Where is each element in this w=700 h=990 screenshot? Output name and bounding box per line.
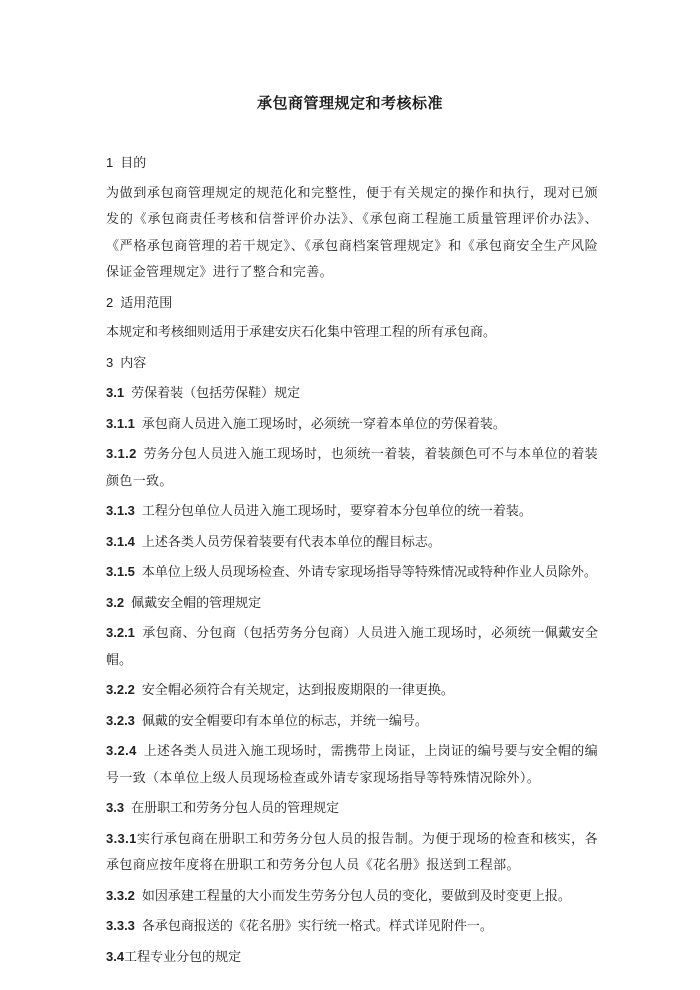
- subsection-heading: [106, 590, 598, 618]
- section-title: 内容: [120, 355, 147, 371]
- clause-text: 承包商人员进入施工现场时，必须统一穿着本单位的劳保着装。: [141, 416, 506, 432]
- clause-number: 3.3.3: [106, 918, 135, 933]
- clause: [106, 913, 598, 941]
- section-heading: [106, 150, 598, 178]
- clause: [106, 677, 598, 705]
- subsection-title: 佩戴安全帽的管理规定: [131, 595, 262, 611]
- clause-text: 实行承包商在册职工和劳务分包人员的报告制。为便于现场的检查和核实，各承包商应按年度将在册职工和劳务分包人员《花名册》报送到工程部。: [106, 831, 598, 873]
- clause-number: 3.2.3: [106, 712, 135, 728]
- clause-number: 3.1.5: [106, 564, 135, 579]
- document-title: 承包商管理规定和考核标准: [256, 94, 443, 112]
- clause-number: 3.3.1: [106, 830, 137, 846]
- clause: [106, 826, 598, 880]
- clause: [106, 411, 598, 439]
- section-number: 1: [106, 155, 114, 170]
- paragraph: 为做到承包商管理规定的规范化和完整性，便于有关规定的操作和执行，现对已颁发的《承包商责任考核和信誉评价办法》、《承包商工程施工质量管理评价办法》、《严格承包商管理的若干规定》、《承包商档案管理规定》和《承包商安全生产风险保证金管理规定》进行了整合和完善。: [106, 185, 598, 280]
- subsection-title: 劳保着装（包括劳保鞋）规定: [131, 386, 301, 401]
- subsection-number: 3.1: [106, 385, 125, 400]
- clause-text: 佩戴的安全帽要印有本单位的标志，并统一编号。: [141, 713, 428, 729]
- clause-text: 承包商、分包商（包括劳务分包商）人员进入施工现场时，必须统一佩戴安全帽。: [106, 626, 598, 668]
- paragraph: 本规定和考核细则适用于承建安庆石化集中管理工程的所有承包商。: [106, 325, 497, 340]
- clause-number: 3.3.2: [106, 887, 135, 903]
- document-body: [106, 150, 598, 974]
- clause-text: 安全帽必须符合有关规定，达到报废期限的一律更换。: [141, 683, 454, 698]
- clause-number: 3.2.2: [106, 682, 135, 697]
- section-number: 3: [106, 354, 114, 370]
- subsection-number: 3.2: [106, 594, 125, 610]
- section-title: 适用范围: [120, 295, 173, 311]
- clause: [106, 559, 598, 587]
- section-heading: [106, 290, 598, 318]
- subsection-heading: [106, 944, 598, 972]
- section-title: 目的: [120, 156, 147, 171]
- clause: [106, 620, 598, 674]
- section-number: 2: [106, 294, 114, 310]
- clause-text: 本单位上级人员现场检查、外请专家现场指导等特殊情况或特种作业人员除外。: [141, 565, 597, 580]
- clause-number: 3.1.1: [106, 415, 135, 431]
- clause: [106, 738, 598, 792]
- clause-text: 各承包商报送的《花名册》实行统一格式。样式详见附件一。: [141, 919, 493, 934]
- subsection-heading: [106, 380, 598, 408]
- clause-number: 3.2.1: [106, 625, 135, 640]
- clause: [106, 883, 598, 911]
- clause-number: 3.1.2: [106, 446, 137, 461]
- clause-text: 上述各类人员进入施工现场时，需携带上岗证，上岗证的编号要与安全帽的编号一致（本单位上级人员现场检查或外请专家现场指导等特殊情况除外）。: [106, 744, 598, 786]
- clause-text: 如因承建工程量的大小而发生劳务分包人员的变化，要做到及时变更上报。: [141, 888, 571, 904]
- clause: [106, 441, 598, 495]
- clause-number: 3.2.4: [106, 743, 137, 758]
- subsection-title: 工程专业分包的规定: [124, 949, 242, 965]
- clause: [106, 529, 598, 557]
- clause-text: 上述各类人员劳保着装要有代表本单位的醒目标志。: [141, 534, 441, 550]
- subsection-number: 3.4: [106, 948, 125, 964]
- clause-text: 劳务分包人员进入施工现场时，也须统一着装，着装颜色可不与本单位的着装颜色一致。: [106, 447, 598, 489]
- subsection-heading: [106, 795, 598, 823]
- clause: [106, 498, 598, 526]
- subsection-title: 在册职工和劳务分包人员的管理规定: [131, 801, 340, 816]
- section-heading: [106, 350, 598, 378]
- subsection-number: 3.3: [106, 800, 125, 815]
- clause-number: 3.1.4: [106, 533, 135, 549]
- clause-number: 3.1.3: [106, 503, 135, 518]
- clause-text: 工程分包单位人员进入施工现场时，要穿着本分包单位的统一着装。: [141, 504, 532, 519]
- clause: [106, 708, 598, 736]
